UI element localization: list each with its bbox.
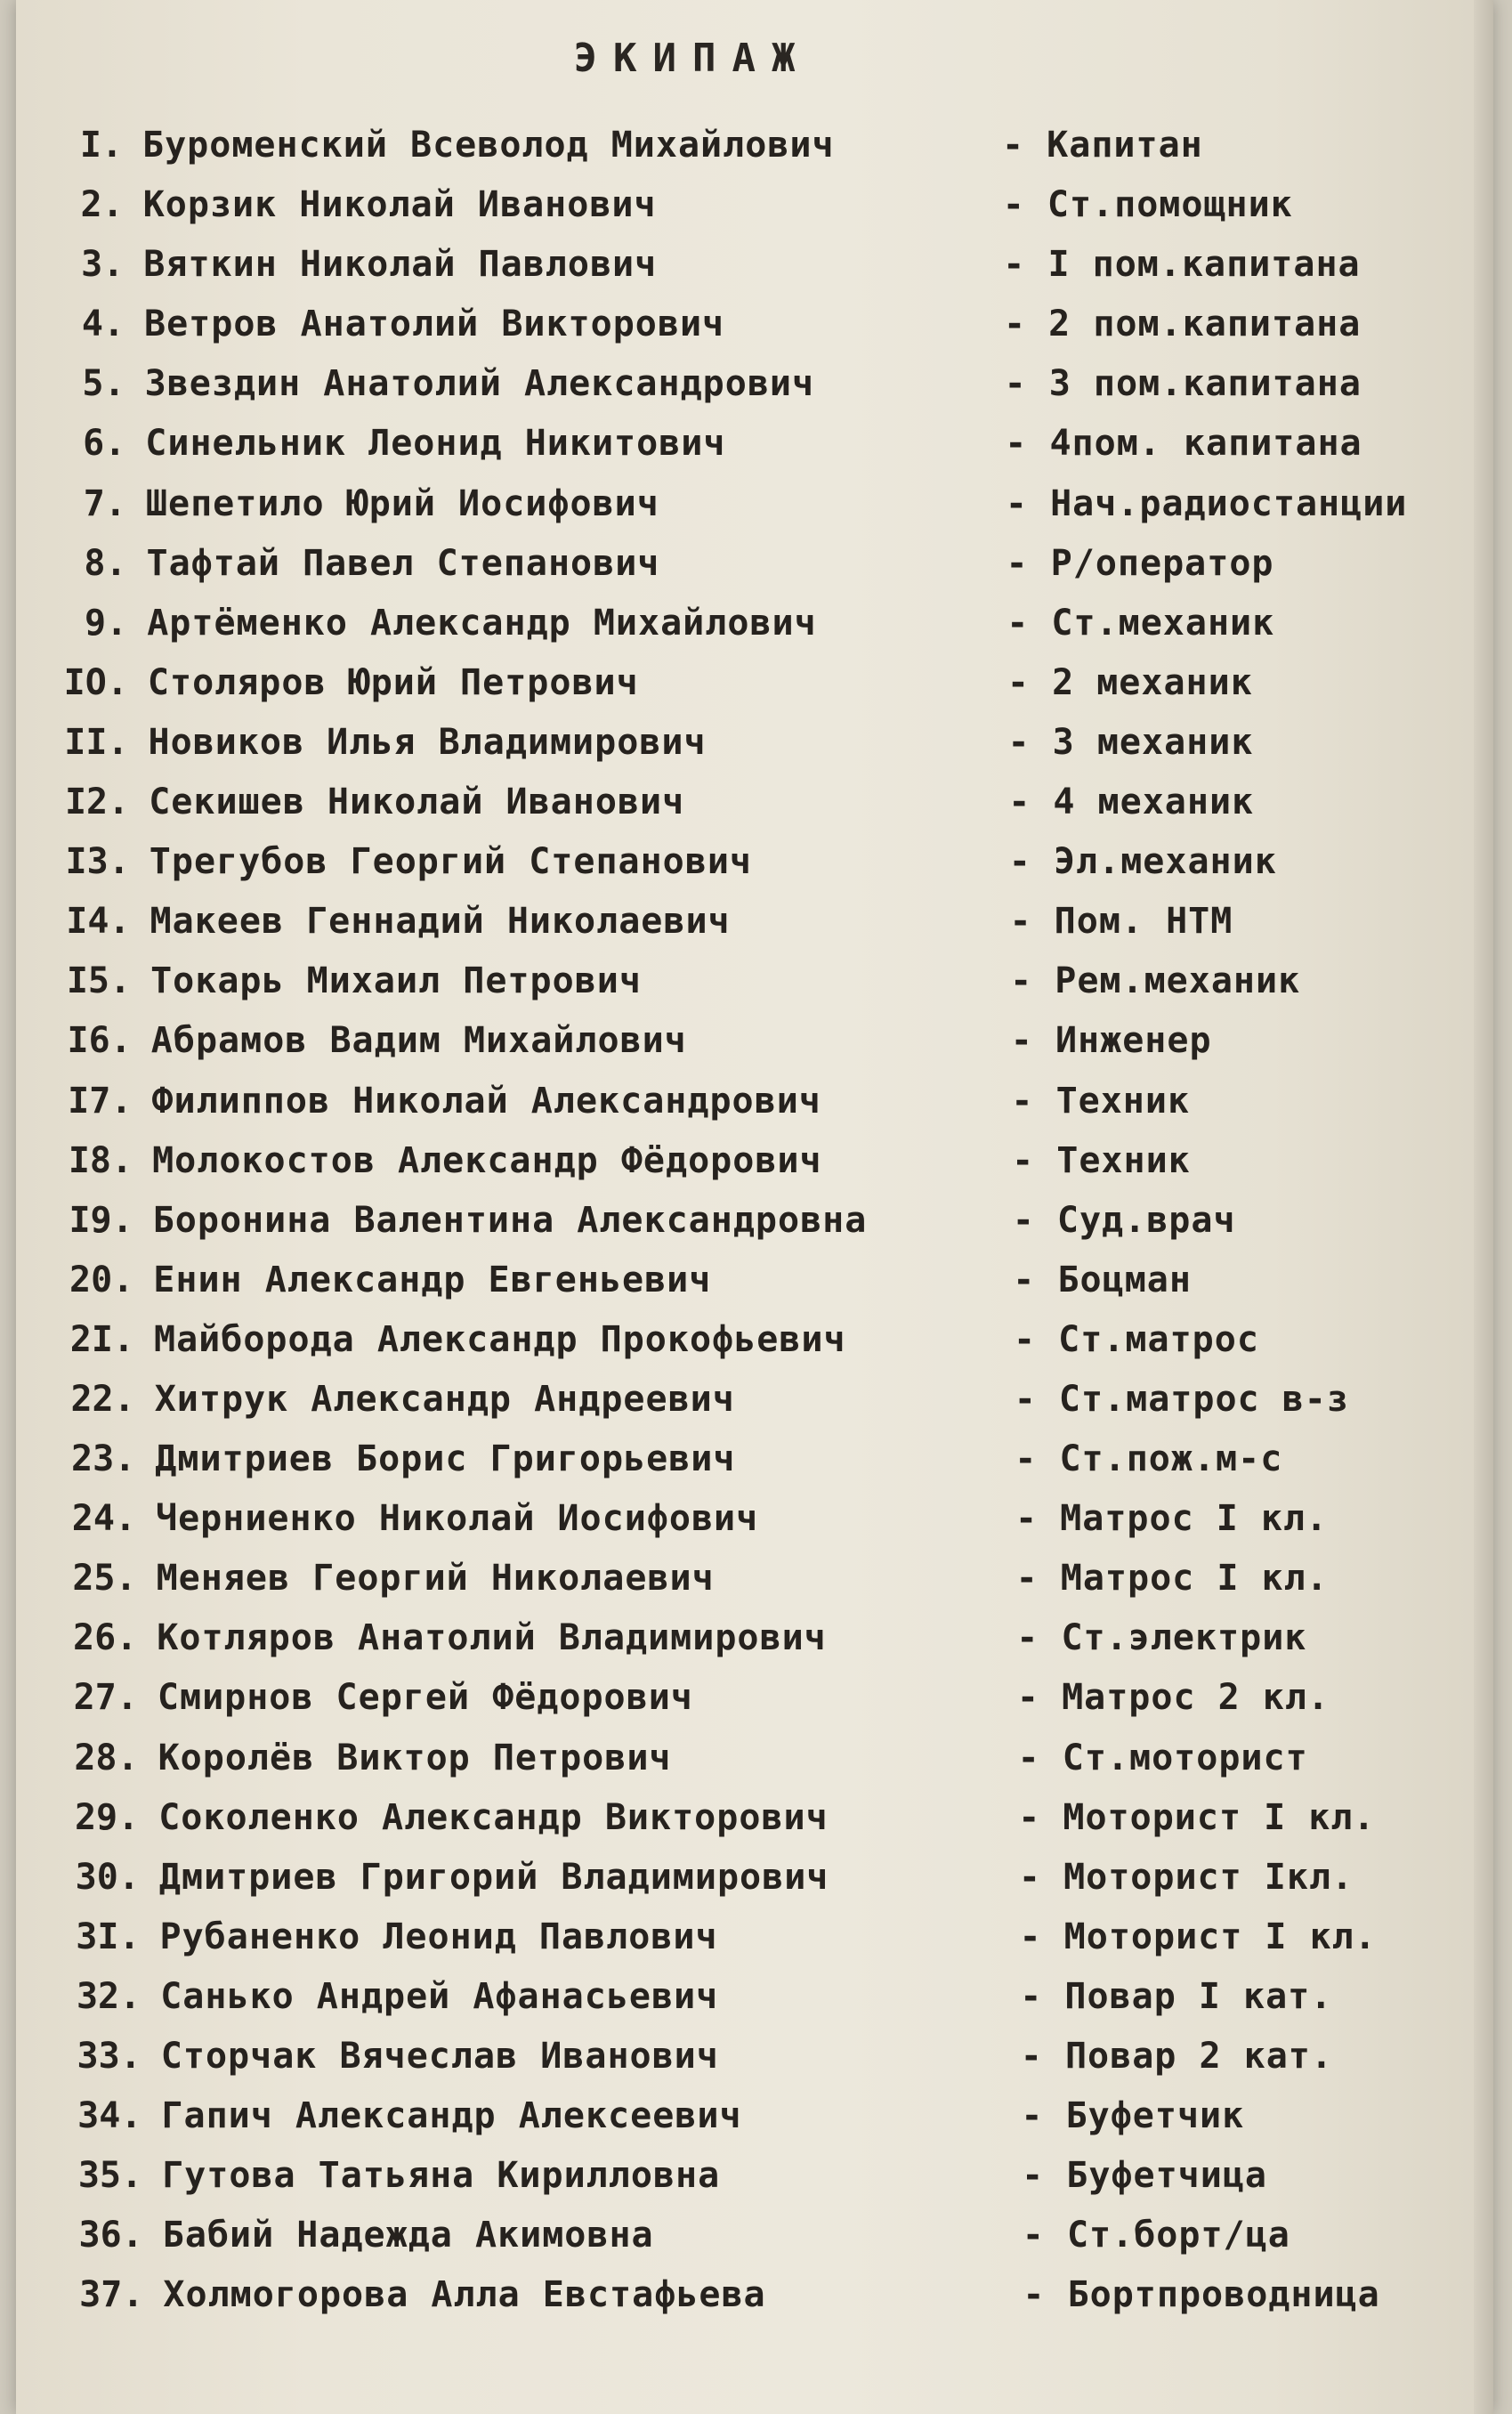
crew-name: Котляров Анатолий Владимирович	[157, 1617, 827, 1659]
crew-role: - Эл.механик	[1008, 841, 1277, 883]
crew-number: I3.	[65, 841, 130, 883]
crew-name: Новиков Илья Владимирович	[148, 721, 707, 763]
crew-row	[17, 244, 1494, 304]
crew-name: Тафтай Павел Степанович	[146, 542, 660, 584]
document-title: ЭКИПАЖ	[573, 36, 812, 81]
crew-row	[28, 1379, 1506, 1438]
typed-document-page	[16, 0, 1493, 2414]
crew-role: - Боцман	[1013, 1259, 1192, 1300]
crew-role: - 3 механик	[1007, 721, 1254, 763]
crew-number: 7.	[83, 482, 126, 524]
crew-row	[25, 1081, 1502, 1140]
crew-role: - Повар 2 кат.	[1020, 2036, 1333, 2077]
crew-row	[30, 1558, 1508, 1617]
crew-name: Смирнов Сергей Фёдорович	[157, 1677, 693, 1719]
crew-row	[28, 1438, 1506, 1498]
crew-role: - Матрос 2 кл.	[1016, 1677, 1330, 1719]
crew-role: - Ст.механик	[1007, 602, 1275, 644]
crew-role: - Бортпроводница	[1023, 2274, 1380, 2316]
crew-role: - Матрос I кл.	[1015, 1558, 1329, 1600]
crew-number: 8.	[84, 542, 127, 584]
crew-row	[24, 901, 1501, 960]
crew-role: - Повар I кат.	[1020, 1975, 1333, 2017]
crew-row	[27, 1200, 1504, 1260]
crew-name: Артёменко Александр Михайлович	[147, 602, 817, 644]
crew-name: Абрамов Вадим Михайлович	[150, 1020, 687, 1062]
crew-row	[36, 2215, 1512, 2274]
crew-number: 2.	[80, 184, 124, 226]
crew-role: - Ст.матрос	[1014, 1318, 1259, 1360]
crew-number: 28.	[74, 1737, 139, 1778]
crew-row	[36, 2274, 1512, 2334]
crew-number: I.	[79, 125, 123, 166]
crew-number: I2.	[64, 782, 130, 823]
crew-row	[22, 722, 1500, 782]
crew-number: 26.	[73, 1617, 138, 1659]
crew-number: II.	[64, 721, 129, 763]
crew-number: 25.	[72, 1558, 137, 1600]
crew-number: I7.	[68, 1080, 133, 1122]
crew-role: - Капитан	[1002, 125, 1203, 166]
crew-row	[35, 2095, 1512, 2155]
crew-name: Бабий Надежда Акимовна	[162, 2215, 654, 2256]
crew-row	[34, 1976, 1511, 2036]
crew-row	[29, 1498, 1507, 1558]
crew-role: - Р/оператор	[1006, 542, 1274, 584]
crew-role: - Ст.матрос в-з	[1014, 1378, 1349, 1420]
crew-name: Макеев Геннадий Николаевич	[150, 901, 731, 943]
crew-role: - 4пом. капитана	[1005, 423, 1362, 465]
crew-row	[27, 1260, 1504, 1319]
crew-role: - Рем.механик	[1010, 960, 1301, 1002]
crew-row	[32, 1797, 1509, 1857]
crew-name: Санько Андрей Афанасьевич	[160, 1975, 719, 2017]
crew-row	[35, 2036, 1512, 2095]
crew-number: 35.	[77, 2155, 143, 2197]
crew-name: Соколенко Александр Викторович	[158, 1796, 829, 1838]
crew-name: Рубаненко Леонид Павлович	[159, 1916, 718, 1957]
crew-name: Вяткин Николай Павлович	[143, 244, 658, 286]
crew-number: 2I.	[69, 1318, 134, 1360]
crew-number: I4.	[66, 901, 131, 943]
crew-number: 33.	[77, 2036, 141, 2077]
crew-name: Трегубов Георгий Степанович	[149, 841, 753, 883]
crew-name: Токарь Михаил Петрович	[150, 960, 642, 1002]
crew-number: 27.	[73, 1677, 138, 1719]
crew-role: - Матрос I кл.	[1015, 1498, 1329, 1540]
crew-number: 6.	[83, 423, 126, 465]
crew-name: Енин Александр Евгеньевич	[153, 1259, 712, 1300]
crew-name: Звездин Анатолий Александрович	[144, 363, 815, 405]
crew-role: - Буфетчица	[1022, 2155, 1268, 2197]
crew-name: Молокостов Александр Фёдорович	[152, 1139, 822, 1181]
crew-name: Королёв Виктор Петрович	[158, 1737, 672, 1778]
crew-role: - Моторист I кл.	[1018, 1796, 1376, 1838]
crew-role: - Буфетчик	[1021, 2095, 1245, 2137]
crew-list	[16, 125, 1493, 2334]
crew-row	[20, 483, 1497, 543]
crew-name: Синельник Леонид Никитович	[145, 423, 726, 465]
crew-number: I8.	[68, 1139, 133, 1181]
crew-role: - Техник	[1011, 1080, 1191, 1122]
crew-row	[36, 2155, 1512, 2215]
crew-role: - 3 пом.капитана	[1004, 363, 1362, 405]
crew-row	[19, 363, 1496, 423]
crew-row	[31, 1677, 1508, 1737]
crew-role: - 2 пом.капитана	[1004, 304, 1362, 345]
crew-name: Черниенко Николай Иосифович	[156, 1498, 759, 1540]
crew-number: 4.	[81, 304, 125, 345]
crew-name: Дмитриев Григорий Владимирович	[158, 1856, 829, 1898]
crew-name: Столяров Юрий Петрович	[147, 661, 639, 703]
crew-role: - Пом. НТМ	[1009, 901, 1233, 943]
crew-number: 30.	[75, 1856, 140, 1898]
crew-number: 36.	[78, 2215, 143, 2256]
crew-role: - 4 механик	[1008, 782, 1255, 823]
crew-number: 29.	[74, 1796, 140, 1838]
crew-name: Меняев Георгий Николаевич	[156, 1558, 715, 1600]
crew-name: Буроменский Всеволод Михайлович	[142, 125, 835, 166]
crew-number: 24.	[71, 1498, 136, 1540]
crew-role: - Суд.врач	[1012, 1199, 1236, 1241]
crew-role: - Ст.борт/ца	[1022, 2215, 1290, 2256]
crew-number: 3.	[81, 244, 125, 286]
crew-number: I9.	[69, 1199, 133, 1241]
crew-role: - Ст.моторист	[1017, 1737, 1308, 1778]
crew-number: 23.	[71, 1438, 136, 1480]
crew-row	[18, 304, 1495, 363]
crew-name: Гутова Татьяна Кирилловна	[162, 2155, 721, 2197]
crew-name: Филиппов Николай Александрович	[151, 1080, 821, 1122]
crew-role: - I пом.капитана	[1003, 244, 1361, 286]
crew-row	[32, 1738, 1509, 1797]
crew-name: Ветров Анатолий Викторович	[144, 304, 725, 345]
crew-role: - Ст.электрик	[1016, 1617, 1307, 1659]
crew-row	[30, 1617, 1508, 1677]
crew-number: I5.	[66, 960, 132, 1002]
crew-role: - Моторист Iкл.	[1018, 1856, 1354, 1898]
crew-row	[34, 1916, 1511, 1976]
crew-name: Сторчак Вячеслав Иванович	[160, 2036, 719, 2077]
crew-number: 3I.	[76, 1916, 141, 1957]
crew-row	[24, 960, 1501, 1020]
crew-name: Холмогорова Алла Евстафьева	[163, 2274, 766, 2316]
crew-number: 20.	[69, 1259, 134, 1300]
crew-row	[26, 1140, 1503, 1200]
crew-number: IO.	[63, 661, 128, 703]
crew-name: Хитрук Александр Андреевич	[154, 1378, 735, 1420]
crew-name: Дмитриев Борис Григорьевич	[155, 1438, 736, 1480]
crew-row	[16, 125, 1493, 184]
crew-name: Майборода Александр Прокофьевич	[154, 1318, 846, 1360]
crew-name: Секишев Николай Иванович	[149, 782, 685, 823]
crew-number: 34.	[77, 2095, 142, 2137]
crew-role: - Техник	[1012, 1139, 1191, 1181]
crew-number: 37.	[79, 2274, 144, 2316]
crew-row	[19, 423, 1496, 482]
crew-row	[25, 1020, 1502, 1080]
crew-row	[28, 1319, 1505, 1379]
crew-number: 9.	[85, 602, 128, 644]
crew-name: Корзик Николай Иванович	[142, 184, 657, 226]
crew-role: - Моторист I кл.	[1019, 1916, 1377, 1957]
crew-name: Шепетило Юрий Иосифович	[145, 482, 659, 524]
crew-role: - Ст.помощник	[1002, 184, 1293, 226]
crew-row	[20, 543, 1498, 603]
crew-name: Боронина Валентина Александровна	[152, 1199, 868, 1241]
crew-row	[20, 603, 1498, 662]
crew-number: I6.	[67, 1020, 132, 1062]
crew-row	[17, 184, 1494, 244]
crew-row	[23, 841, 1500, 901]
crew-role: - Ст.пож.м-с	[1015, 1438, 1283, 1480]
crew-number: 22.	[70, 1378, 135, 1420]
crew-row	[33, 1857, 1510, 1916]
crew-name: Гапич Александр Алексеевич	[161, 2095, 742, 2137]
crew-role: - Инженер	[1010, 1020, 1212, 1062]
crew-number: 5.	[82, 363, 125, 405]
crew-role: - Нач.радиостанции	[1005, 482, 1408, 524]
crew-row	[22, 782, 1500, 841]
crew-role: - 2 механик	[1007, 661, 1253, 703]
crew-number: 32.	[76, 1975, 141, 2017]
crew-row	[21, 662, 1499, 722]
